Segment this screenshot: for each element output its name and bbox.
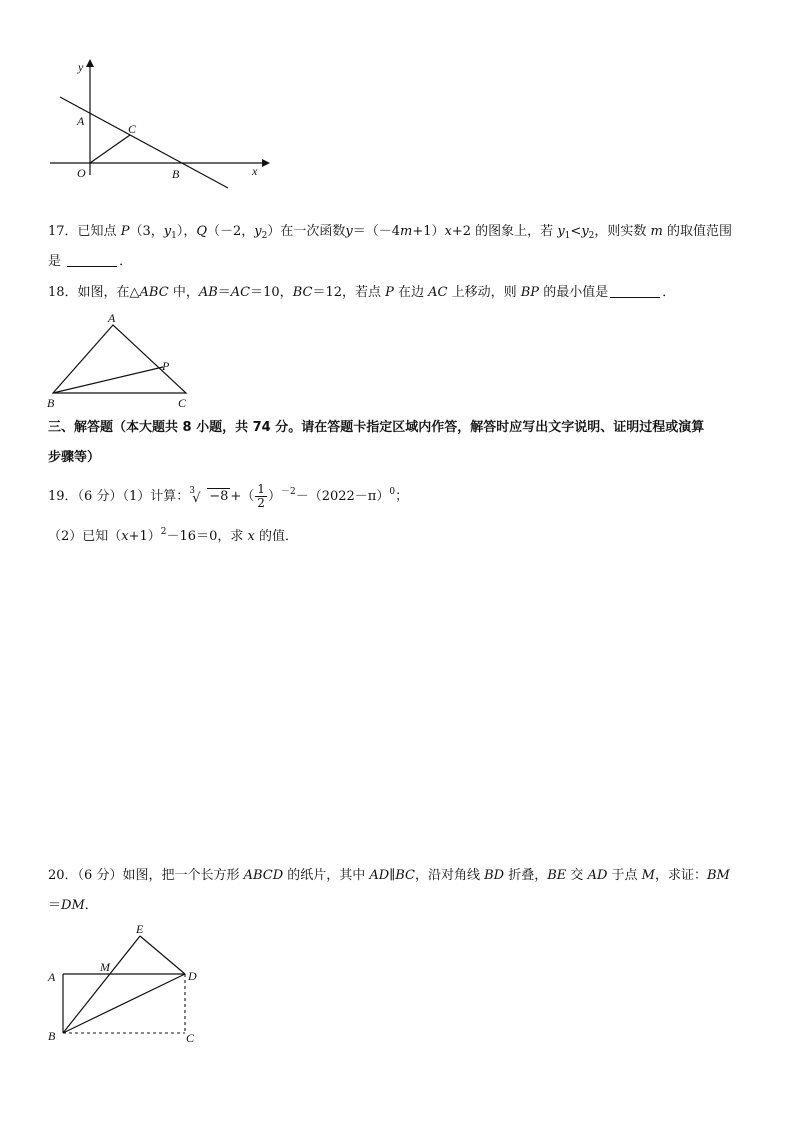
label-x: x bbox=[252, 164, 258, 178]
diagonal-bd bbox=[63, 974, 185, 1033]
label-a: A bbox=[77, 114, 85, 128]
label-b: B bbox=[172, 167, 180, 181]
label-m: M bbox=[100, 960, 110, 974]
x-axis-arrow bbox=[262, 159, 270, 167]
question-20-line-2: ＝DM． bbox=[48, 898, 98, 913]
label-d: D bbox=[188, 969, 197, 983]
segment-be bbox=[63, 936, 140, 1033]
label-y: y bbox=[78, 60, 84, 74]
label-p: P bbox=[162, 359, 170, 373]
label-a: A bbox=[108, 311, 116, 325]
segment-oc bbox=[90, 135, 130, 163]
answer-blank bbox=[610, 285, 660, 298]
segment-ed bbox=[140, 936, 185, 974]
fraction: $\frac{1}{2}$ bbox=[257, 482, 265, 510]
y-axis-arrow bbox=[86, 59, 94, 67]
question-17-line-1: 17．已知点 P（3，$y_1$），Q（－2，$y_2$）在一次函数y＝（－4m+1）x+2 的图象上，若 $y_1<y_2$，则实数 m 的取值范围 bbox=[48, 224, 733, 241]
segment-bp bbox=[53, 367, 163, 393]
coordinate-figure bbox=[40, 55, 280, 200]
question-18: 18．如图，在△ABC 中，AB＝AC＝10，BC＝12，若点 P 在边 AC 上移动，则 BP 的最小值是 ． bbox=[48, 285, 676, 300]
question-19-part-2: （2）已知$(x+1)^2-16=0$，求 x 的值． bbox=[48, 527, 298, 544]
label-e: E bbox=[136, 922, 144, 936]
cube-root: 3 √ −8 bbox=[189, 486, 229, 506]
label-b: B bbox=[47, 396, 55, 410]
label-c: C bbox=[178, 396, 187, 410]
label-c: C bbox=[128, 122, 137, 136]
section-3-heading-line-2: 步骤等） bbox=[48, 450, 101, 465]
triangle-figure bbox=[40, 308, 210, 413]
question-19-part-1: 19．（6 分）（1）计算： 3 √ −8 +（ $\frac{1}{2}$ ）$^{-2}-(2022-\pi)^0$； bbox=[48, 482, 409, 510]
label-a: A bbox=[48, 970, 56, 984]
label-c: C bbox=[186, 1031, 195, 1045]
question-20-line-1: 20．（6 分）如图，把一个长方形 ABCD 的纸片，其中 AD∥BC，沿对角线 BD 折叠，BE 交 AD 于点 M，求证：BM bbox=[48, 868, 730, 883]
label-b: B bbox=[48, 1029, 56, 1043]
answer-blank bbox=[67, 254, 117, 267]
question-17-line-2: 是 ． bbox=[48, 254, 133, 269]
folded-rectangle-figure bbox=[40, 918, 220, 1048]
section-3-heading-line-1: 三、解答题（本大题共 8 小题，共 74 分。请在答题卡指定区域内作答，解答时应写出文字说明、证明过程或演算 bbox=[48, 420, 705, 435]
label-o: O bbox=[77, 166, 86, 180]
